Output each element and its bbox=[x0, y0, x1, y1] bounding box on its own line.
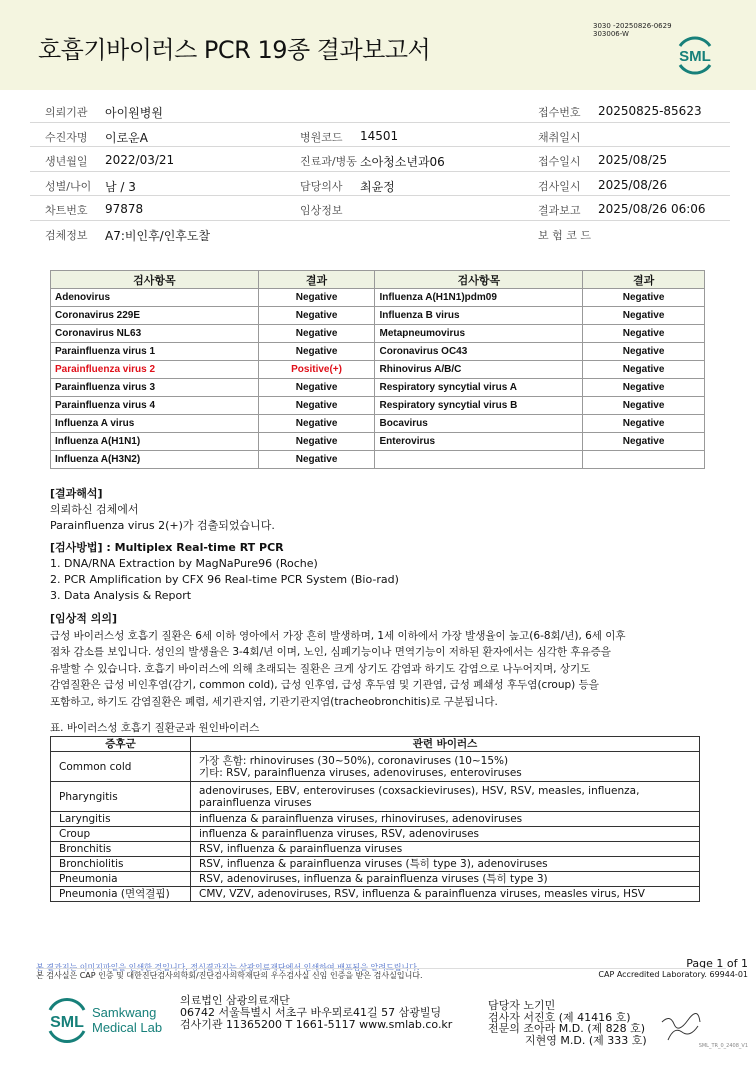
section-title: [임상적 의의] bbox=[50, 612, 118, 625]
syndrome-row bbox=[51, 842, 700, 857]
syndrome-name: Bronchiolitis bbox=[51, 857, 191, 872]
table-caption: 표. 바이러스성 호흡기 질환군과 원인바이러스 bbox=[50, 722, 260, 734]
related-viruses: RSV, adenoviruses, influenza & parainfluenza viruses (특히 type 3) bbox=[191, 872, 700, 887]
sml-logo-icon bbox=[672, 32, 718, 78]
info-value: 남 / 3 bbox=[105, 179, 136, 194]
cap-notice: 본 검사실은 CAP 인증 및 대한진단검사의학회/진단검사의학재단의 우수검사실 신임 인증을 받은 검사실입니다. bbox=[36, 971, 423, 980]
info-label: 차트번호 bbox=[45, 204, 88, 217]
info-row bbox=[30, 196, 730, 221]
info-row bbox=[30, 172, 730, 197]
info-row bbox=[30, 147, 730, 172]
info-label: 접수일시 bbox=[538, 155, 581, 168]
syndrome-name: Pneumonia (면역결핍) bbox=[51, 887, 191, 902]
result-value: Negative bbox=[258, 325, 375, 343]
report-code bbox=[593, 22, 672, 38]
info-label: 임상정보 bbox=[300, 204, 343, 217]
lab-name bbox=[92, 1005, 162, 1035]
code-line: 3030 -20250826-0629 bbox=[593, 22, 672, 30]
info-value: 2025/08/25 bbox=[598, 153, 668, 167]
clinical-section bbox=[50, 611, 626, 710]
info-label: 결과보고 bbox=[538, 204, 581, 217]
result-value: Negative bbox=[583, 289, 705, 307]
info-label: 접수번호 bbox=[538, 106, 581, 119]
info-value: 20250825-85623 bbox=[598, 104, 702, 118]
result-value: Negative bbox=[258, 289, 375, 307]
result-row bbox=[51, 289, 705, 307]
interpretation-text: Parainfluenza virus 2(+)가 검출되었습니다. bbox=[50, 519, 275, 532]
result-row bbox=[51, 307, 705, 325]
lab-name-line: Medical Lab bbox=[92, 1020, 163, 1035]
result-value: Negative bbox=[583, 325, 705, 343]
sml-footer-logo-icon bbox=[42, 995, 92, 1045]
syndrome-row bbox=[51, 812, 700, 827]
test-item: Influenza B virus bbox=[375, 307, 583, 325]
info-value: 최윤정 bbox=[360, 179, 395, 194]
related-viruses: RSV, influenza & parainfluenza viruses (특히 type 3), adenoviruses bbox=[191, 857, 700, 872]
method-step: 2. PCR Amplification by CFX 96 Real-time PCR System (Bio-rad) bbox=[50, 573, 399, 586]
related-viruses: adenoviruses, EBV, enteroviruses (coxsackieviruses), HSV, RSV, measles, influenza, parainfluenza viruses bbox=[191, 782, 700, 812]
test-item: Coronavirus OC43 bbox=[375, 343, 583, 361]
result-value: Negative bbox=[583, 361, 705, 379]
signature-icon bbox=[660, 1012, 710, 1044]
result-row bbox=[51, 361, 705, 379]
test-item: Parainfluenza virus 2 bbox=[51, 361, 259, 379]
syndrome-name: Pharyngitis bbox=[51, 782, 191, 812]
section-title: [검사방법] : Multiplex Real-time RT PCR bbox=[50, 541, 284, 554]
related-viruses: RSV, influenza & parainfluenza viruses bbox=[191, 842, 700, 857]
method-step: 3. Data Analysis & Report bbox=[50, 589, 192, 602]
result-row bbox=[51, 415, 705, 433]
info-row bbox=[30, 221, 730, 246]
test-item: Parainfluenza virus 4 bbox=[51, 397, 259, 415]
syndrome-row bbox=[51, 872, 700, 887]
info-value: 아이원병원 bbox=[105, 106, 163, 120]
info-label: 병원코드 bbox=[300, 130, 343, 144]
test-item: Coronavirus 229E bbox=[51, 307, 259, 325]
result-value: Negative bbox=[258, 343, 375, 361]
result-value: Negative bbox=[583, 307, 705, 325]
section-title: [결과해석] bbox=[50, 487, 103, 500]
clinical-text: 유발할 수 있습니다. 호흡기 바이러스에 의해 초래되는 질환은 크게 상기도 감염과 하기도 감염으로 나누어지며, 상기도 bbox=[50, 662, 591, 675]
result-row bbox=[51, 343, 705, 361]
result-value: Negative bbox=[583, 397, 705, 415]
result-row bbox=[51, 325, 705, 343]
result-value: Negative bbox=[258, 379, 375, 397]
test-item: Parainfluenza virus 3 bbox=[51, 379, 259, 397]
info-label: 성별/나이 bbox=[45, 179, 92, 193]
staff-line: 지현영 M.D. (제 333 호) bbox=[525, 1033, 647, 1047]
address-line: 의료법인 삼광의료재단 bbox=[180, 994, 290, 1007]
cap-accreditation: CAP Accredited Laboratory. 69944-01 bbox=[598, 970, 748, 979]
test-item: Coronavirus NL63 bbox=[51, 325, 259, 343]
info-row bbox=[30, 98, 730, 123]
staff-line: 검사자 서진호 (제 41416 호) bbox=[488, 1010, 631, 1024]
col-header: 검사항목 bbox=[375, 271, 583, 289]
related-viruses: CMV, VZV, adenoviruses, RSV, influenza & parainfluenza viruses, measles virus, HSV bbox=[191, 887, 700, 902]
result-value: Negative bbox=[258, 433, 375, 451]
interpretation-section bbox=[50, 486, 275, 534]
syndrome-name: Pneumonia bbox=[51, 872, 191, 887]
test-item: Enterovirus bbox=[375, 433, 583, 451]
info-label: 생년월일 bbox=[45, 155, 88, 168]
test-item: Bocavirus bbox=[375, 415, 583, 433]
result-value: Negative bbox=[258, 397, 375, 415]
info-label: 검사일시 bbox=[538, 179, 581, 193]
form-version: SML_TR_0_2408_V1 bbox=[698, 1043, 748, 1049]
svg-text:SML: SML bbox=[50, 1014, 84, 1031]
col-header: 결과 bbox=[258, 271, 375, 289]
info-label: 의뢰기관 bbox=[45, 106, 88, 119]
patient-info bbox=[30, 98, 730, 245]
clinical-text: 포함하고, 하기도 감염질환은 폐렴, 세기관지염, 기관기관지염(tracheobronchitis)로 구분됩니다. bbox=[50, 695, 498, 708]
syndrome-row bbox=[51, 827, 700, 842]
test-item: Influenza A(H1N1) bbox=[51, 433, 259, 451]
syndrome-name: Bronchitis bbox=[51, 842, 191, 857]
col-header: 관련 바이러스 bbox=[191, 737, 700, 752]
staff-line: 전문의 조아라 M.D. (제 828 호) bbox=[488, 1022, 646, 1035]
lab-address bbox=[180, 995, 452, 1031]
test-item: Respiratory syncytial virus A bbox=[375, 379, 583, 397]
col-header: 증후군 bbox=[51, 737, 191, 752]
image-notice: 본 결과지는 이미지파일을 인쇄한 것입니다. 정식결과지는 삼광의료재단에서 인쇄하여 배포됨을 알려드립니다. bbox=[36, 963, 420, 972]
test-item: Respiratory syncytial virus B bbox=[375, 397, 583, 415]
syndrome-name: Croup bbox=[51, 827, 191, 842]
result-value: Negative bbox=[583, 433, 705, 451]
info-value: 14501 bbox=[360, 128, 399, 143]
info-row bbox=[30, 123, 730, 148]
result-row bbox=[51, 379, 705, 397]
info-label: 수진자명 bbox=[45, 130, 88, 144]
info-label: 검체정보 bbox=[45, 228, 88, 242]
info-value: A7:비인후/인후도찰 bbox=[105, 228, 211, 243]
info-value: 2025/08/26 06:06 bbox=[598, 202, 706, 216]
test-item bbox=[375, 451, 583, 469]
info-value: 97878 bbox=[105, 202, 144, 216]
code-line: 303006-W bbox=[593, 30, 629, 38]
staff-line: 담당자 노기민 bbox=[488, 999, 556, 1012]
syndrome-table bbox=[50, 736, 700, 902]
info-label: 진료과/병동 bbox=[300, 155, 357, 168]
clinical-text: 감염질환은 급성 비인후염(감기, common cold), 급성 인후염, 급성 후두염 및 기관염, 급성 폐쇄성 후두염(croup) 등을 bbox=[50, 679, 599, 691]
result-value: Positive(+) bbox=[258, 361, 375, 379]
test-item: Influenza A virus bbox=[51, 415, 259, 433]
result-value: Negative bbox=[258, 415, 375, 433]
result-value: Negative bbox=[258, 307, 375, 325]
clinical-text: 점차 감소를 보입니다. 성인의 발생율은 3-4회/년 이며, 노인, 심폐기능이나 면역기능이 저하된 환자에서는 심각한 후유증을 bbox=[50, 646, 611, 658]
svg-text:SML: SML bbox=[679, 48, 711, 65]
related-viruses: 가장 흔함: rhinoviruses (30~50%), coronaviruses (10~15%) 기타: RSV, parainfluenza viruses, adenoviruses, enteroviruses bbox=[191, 752, 700, 782]
test-item: Adenovirus bbox=[51, 289, 259, 307]
results-table bbox=[50, 270, 705, 469]
page-number: Page 1 of 1 bbox=[686, 957, 748, 970]
syndrome-name: Common cold bbox=[51, 752, 191, 782]
test-item: Influenza A(H3N2) bbox=[51, 451, 259, 469]
info-value: 2025/08/26 bbox=[598, 177, 668, 192]
result-value: Negative bbox=[583, 415, 705, 433]
result-row bbox=[51, 433, 705, 451]
info-label: 채취일시 bbox=[538, 130, 581, 144]
test-item: Metapneumovirus bbox=[375, 325, 583, 343]
divider bbox=[36, 968, 726, 969]
clinical-text: 급성 바이러스성 호흡기 질환은 6세 이하 영아에서 가장 흔히 발생하며, 1세 이하에서 가장 발생율이 높고(6-8회/년), 6세 이후 bbox=[50, 629, 626, 642]
col-header: 검사항목 bbox=[51, 271, 259, 289]
interpretation-text: 의뢰하신 검체에서 bbox=[50, 503, 139, 516]
method-section bbox=[50, 540, 399, 604]
result-row bbox=[51, 451, 705, 469]
staff-signatures bbox=[488, 1000, 647, 1046]
lab-name-line: Samkwang bbox=[92, 1005, 157, 1020]
info-label: 보 험 코 드 bbox=[538, 228, 591, 242]
result-value: Negative bbox=[258, 451, 375, 469]
result-value bbox=[583, 451, 705, 469]
report-title: 호흡기바이러스 PCR 19종 결과보고서 bbox=[38, 36, 431, 64]
col-header: 결과 bbox=[583, 271, 705, 289]
syndrome-name: Laryngitis bbox=[51, 812, 191, 827]
address-line: 검사기관 11365200 T 1661-5117 www.smlab.co.kr bbox=[180, 1018, 453, 1031]
info-value: 2022/03/21 bbox=[105, 153, 175, 167]
address-line: 06742 서울특별시 서초구 바우뫼로41길 57 삼광빌딩 bbox=[180, 1006, 442, 1019]
test-item: Rhinovirus A/B/C bbox=[375, 361, 583, 379]
syndrome-row bbox=[51, 857, 700, 872]
syndrome-row bbox=[51, 752, 700, 782]
info-value: 이로운A bbox=[105, 130, 148, 145]
test-item: Influenza A(H1N1)pdm09 bbox=[375, 289, 583, 307]
test-item: Parainfluenza virus 1 bbox=[51, 343, 259, 361]
result-value: Negative bbox=[583, 379, 705, 397]
method-step: 1. DNA/RNA Extraction by MagNaPure96 (Roche) bbox=[50, 557, 318, 570]
syndrome-row bbox=[51, 782, 700, 812]
syndrome-row bbox=[51, 887, 700, 902]
result-row bbox=[51, 397, 705, 415]
info-value: 소아청소년과06 bbox=[360, 155, 445, 169]
result-value: Negative bbox=[583, 343, 705, 361]
related-viruses: influenza & parainfluenza viruses, RSV, adenoviruses bbox=[191, 827, 700, 842]
info-label: 담당의사 bbox=[300, 179, 343, 193]
related-viruses: influenza & parainfluenza viruses, rhinoviruses, adenoviruses bbox=[191, 812, 700, 827]
